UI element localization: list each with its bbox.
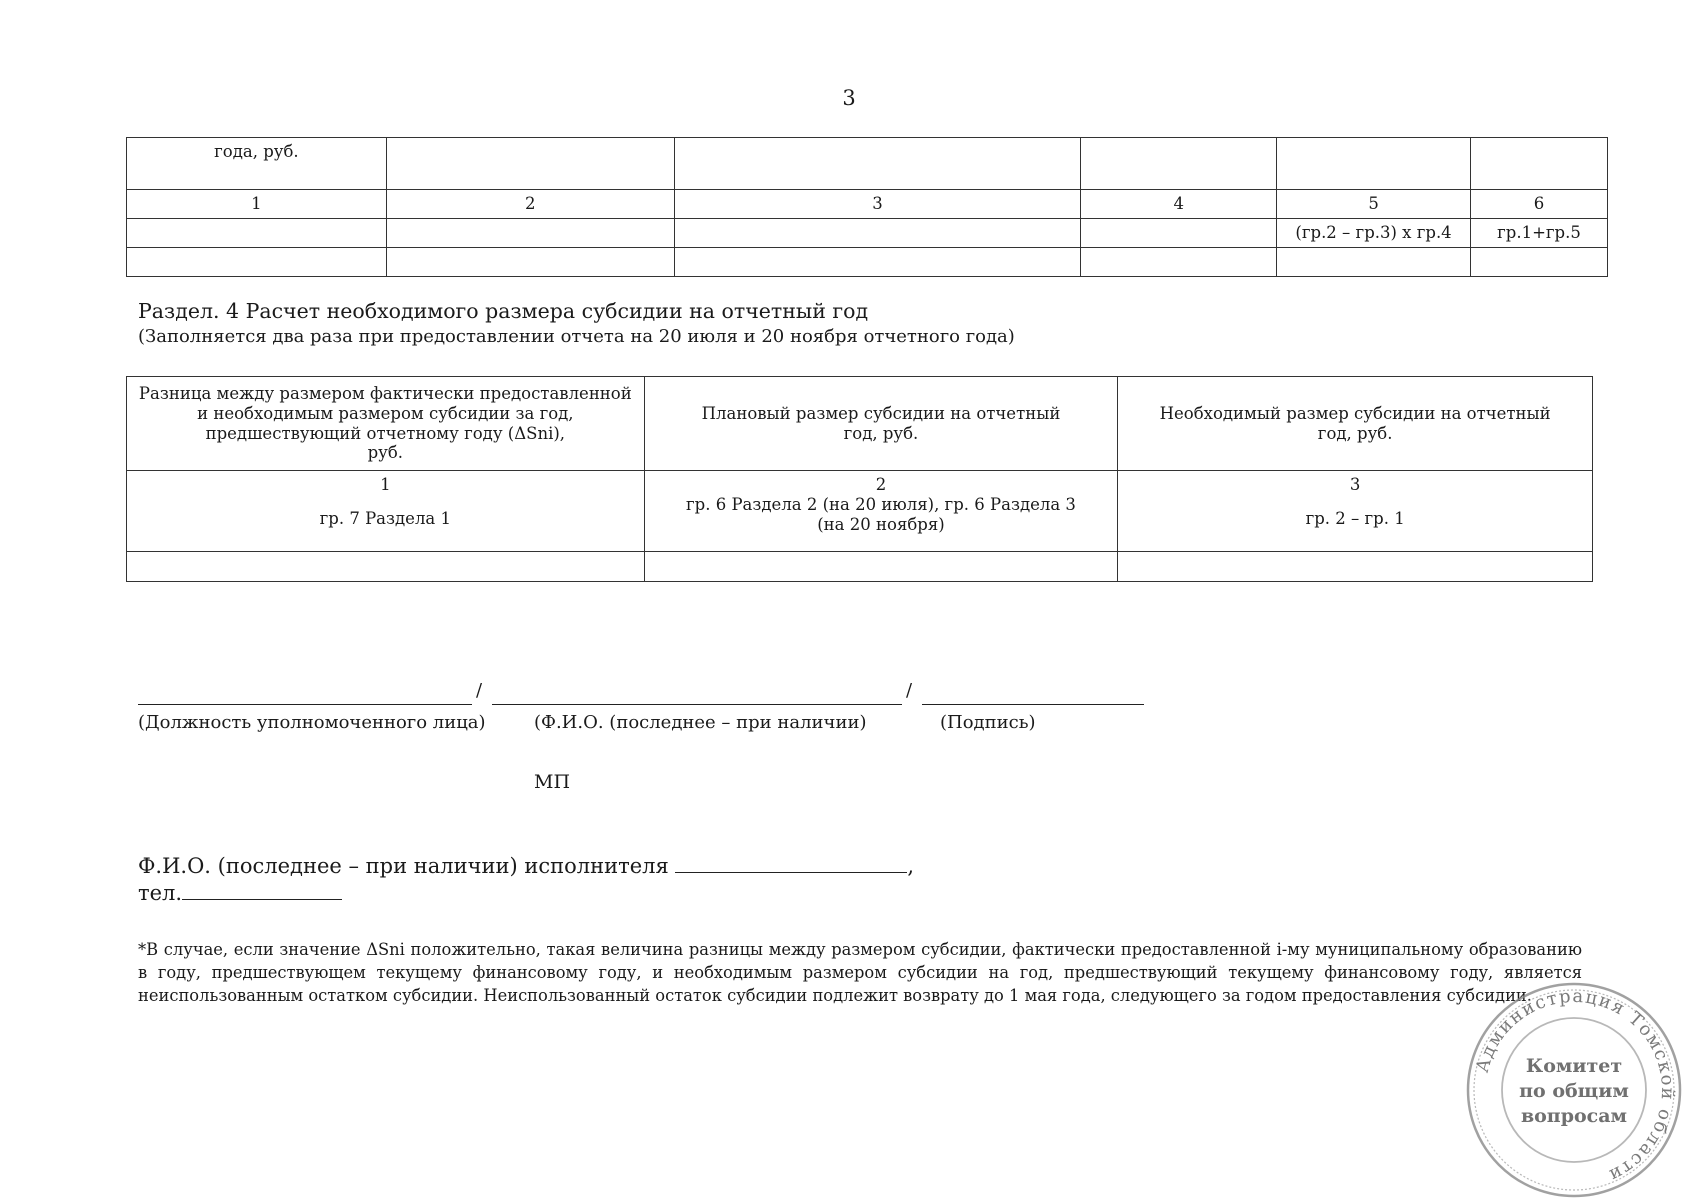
column-number: 1 <box>127 190 387 219</box>
stamp-ring-text: Администрация Томской области <box>1471 985 1679 1187</box>
position-line <box>138 684 472 705</box>
formula-cell <box>127 219 387 248</box>
phone-label: тел. <box>138 881 183 905</box>
executor-name-line <box>675 852 907 873</box>
signature-line <box>922 684 1144 705</box>
table-cell <box>127 552 645 582</box>
section4-table <box>126 376 1593 582</box>
official-stamp <box>1464 980 1684 1200</box>
caption-signature: (Подпись) <box>940 712 1036 733</box>
table-row-numbers-formulas <box>127 471 1593 552</box>
executor-comma: , <box>907 854 915 878</box>
column-number: 2 <box>875 475 887 494</box>
formula-cell <box>386 219 674 248</box>
executor-label: Ф.И.О. (последнее – при наличии) исполнителя <box>138 854 669 878</box>
executor-line <box>138 852 914 878</box>
table-row-empty <box>127 552 1593 582</box>
table-cell <box>1277 138 1471 190</box>
header-line: предшествующий отчетному году (ΔSni), <box>205 423 566 443</box>
header-line: год, руб. <box>1317 423 1393 443</box>
section4-subtitle: (Заполняется два раза при предоставлении отчета на 20 июля и 20 ноября отчетного года) <box>138 326 1015 347</box>
table-row <box>127 138 1608 190</box>
column-number: 3 <box>674 190 1081 219</box>
stamp-line-1: Комитет <box>1525 1055 1623 1077</box>
column-number: 3 <box>1349 475 1361 494</box>
table-cell <box>674 138 1081 190</box>
table-cell <box>386 138 674 190</box>
header-cell-required <box>1118 377 1593 471</box>
formula-cell <box>674 219 1081 248</box>
table-row-formulas <box>127 219 1608 248</box>
header-line: и необходимым размером субсидии за год, <box>197 403 574 423</box>
header-line: Разница между размером фактически предоставленной <box>138 383 632 403</box>
formula-text: (на 20 ноября) <box>817 514 945 534</box>
formula-text: гр. 2 – гр. 1 <box>1305 508 1405 528</box>
table-row-empty <box>127 248 1608 277</box>
phone-line <box>138 879 342 905</box>
table-cell <box>127 248 387 277</box>
header-cell-planned <box>644 377 1118 471</box>
caption-name: (Ф.И.О. (последнее – при наличии) <box>534 712 867 733</box>
stamp-line-3: вопросам <box>1520 1105 1628 1127</box>
header-line: Плановый размер субсидии на отчетный <box>701 403 1061 423</box>
header-line: руб. <box>367 443 404 463</box>
section3-table-continuation <box>126 137 1608 277</box>
table-cell <box>1277 248 1471 277</box>
header-line: Необходимый размер субсидии на отчетный <box>1159 403 1551 423</box>
page-number: 3 <box>842 86 856 110</box>
footnote: *В случае, если значение ΔSni положительно, такая величина разницы между размером субсидии, фактически предоставленной i-му муниципальному образованию в году, предшествующем текущему финансовому году, и необходимым размером субсидии на год, предшествующий текущему финансовому году, является неиспользованным остатком субсидии. Неиспользованный остаток субсидии подлежит возврату до 1 мая года, следующего за годом предоставления субсидии. <box>138 940 1582 1005</box>
table-cell <box>1471 138 1608 190</box>
formula-text: гр. 6 Раздела 2 (на 20 июля), гр. 6 Раздела 3 <box>686 494 1076 514</box>
header-cell-difference <box>127 377 645 471</box>
table-cell <box>1118 471 1593 552</box>
header-line: год, руб. <box>843 423 919 443</box>
table-row-column-numbers <box>127 190 1608 219</box>
section4-title: Раздел. 4 Расчет необходимого размера субсидии на отчетный год <box>138 299 869 323</box>
table-cell: года, руб. <box>127 138 387 190</box>
column-number: 4 <box>1081 190 1277 219</box>
column-number: 2 <box>386 190 674 219</box>
formula-cell: гр.1+гр.5 <box>1471 219 1608 248</box>
table-cell <box>127 471 645 552</box>
formula-cell: (гр.2 – гр.3) x гр.4 <box>1277 219 1471 248</box>
table-cell <box>644 552 1118 582</box>
phone-blank-line <box>182 879 342 900</box>
stamp-line-2: по общим <box>1519 1080 1629 1102</box>
formula-cell <box>1081 219 1277 248</box>
caption-position: (Должность уполномоченного лица) <box>138 712 486 733</box>
table-cell <box>1081 248 1277 277</box>
slash-divider: / <box>476 680 483 701</box>
formula-text: гр. 7 Раздела 1 <box>319 508 452 528</box>
table-cell <box>1118 552 1593 582</box>
table-cell <box>386 248 674 277</box>
table-cell <box>1081 138 1277 190</box>
name-line <box>492 684 902 705</box>
column-number: 1 <box>380 475 391 494</box>
column-number: 5 <box>1277 190 1471 219</box>
column-number: 6 <box>1471 190 1608 219</box>
table-cell <box>674 248 1081 277</box>
table-header-row <box>127 377 1593 471</box>
slash-divider: / <box>906 680 913 701</box>
stamp-place-label: МП <box>534 771 571 793</box>
table-cell <box>644 471 1118 552</box>
table-cell <box>1471 248 1608 277</box>
